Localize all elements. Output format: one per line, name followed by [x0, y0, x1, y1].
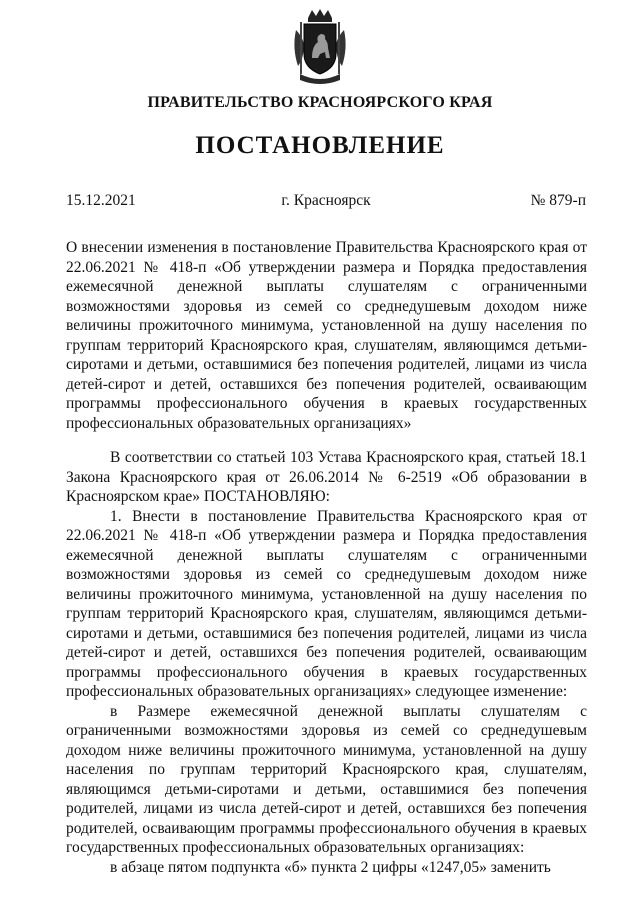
- document-subject: [66, 238, 587, 433]
- clause-1-paragraph: 1. Внести в постановление Правительства Красноярского края от 22.06.2021 № 418-п «Об утверждении размера и Порядка предоставления ежемесячной денежной выплаты слушателям с ограниченными возможностями здоровья из семей со среднедушевым доходом ниже величины прожиточного минимума, установленной на душу населения по группам территорий Красноярского края, слушателям, являющимся детьми-сиротами и детьми, оставшимися без попечения родителей, лицами из числа детей-сирот и детей, оставшихся без попечения родителей, осваивающим программы профессионального обучения в краевых государственных профессиональных образовательных организациях» следующее изменение:: [66, 507, 587, 700]
- amendment-instruction-paragraph: в абзаце пятом подпункта «б» пункта 2 цифры «1247,05» заменить: [110, 858, 551, 876]
- document-type-title: ПОСТАНОВЛЕНИЕ: [195, 132, 445, 159]
- document-body: [66, 448, 587, 877]
- document-city: г. Красноярск: [281, 192, 371, 209]
- document-date: 15.12.2021: [66, 192, 136, 209]
- document-number: № 879-п: [530, 192, 586, 209]
- government-name: ПРАВИТЕЛЬСТВО КРАСНОЯРСКОГО КРАЯ: [147, 94, 493, 111]
- coat-of-arms-icon: [290, 8, 350, 88]
- document-meta: [66, 192, 586, 212]
- subject-text: О внесении изменения в постановление Правительства Красноярского края от 22.06.2021 № 418-п «Об утверждении размера и Порядка предоставления ежемесячной денежной выплаты слушателям с ограниченными возможностями здоровья из семей со среднедушевым доходом ниже величины прожиточного минимума, установленной на душу населения по группам территорий Красноярского края, слушателям, являющимся детьми-сиротами и детьми, оставшимися без попечения родителей, лицами из числа детей-сирот и детей, оставшихся без попечения родителей, осваивающим программы профессионального обучения в краевых государственных профессиональных образовательных организациях»: [66, 239, 587, 432]
- preamble-paragraph: В соответствии со статьей 103 Устава Красноярского края, статьей 18.1 Закона Красноярского края от 26.06.2014 № 6-2519 «Об образовании в Красноярском крае» ПОСТАНОВЛЯЮ:: [66, 449, 587, 505]
- amendment-target-paragraph: в Размере ежемесячной денежной выплаты слушателям с ограниченными возможностями здоровья из семей со среднедушевым доходом ниже величины прожиточного минимума, установленной на душу населения по группам территорий Красноярского края, слушателям, являющимся детьми-сиротами и детьми, оставшимися без попечения родителей, лицами из числа детей-сирот и детей, оставшихся без попечения родителей, осваивающим программы профессионального обучения в краевых государственных профессиональных образовательных организациях:: [66, 702, 587, 856]
